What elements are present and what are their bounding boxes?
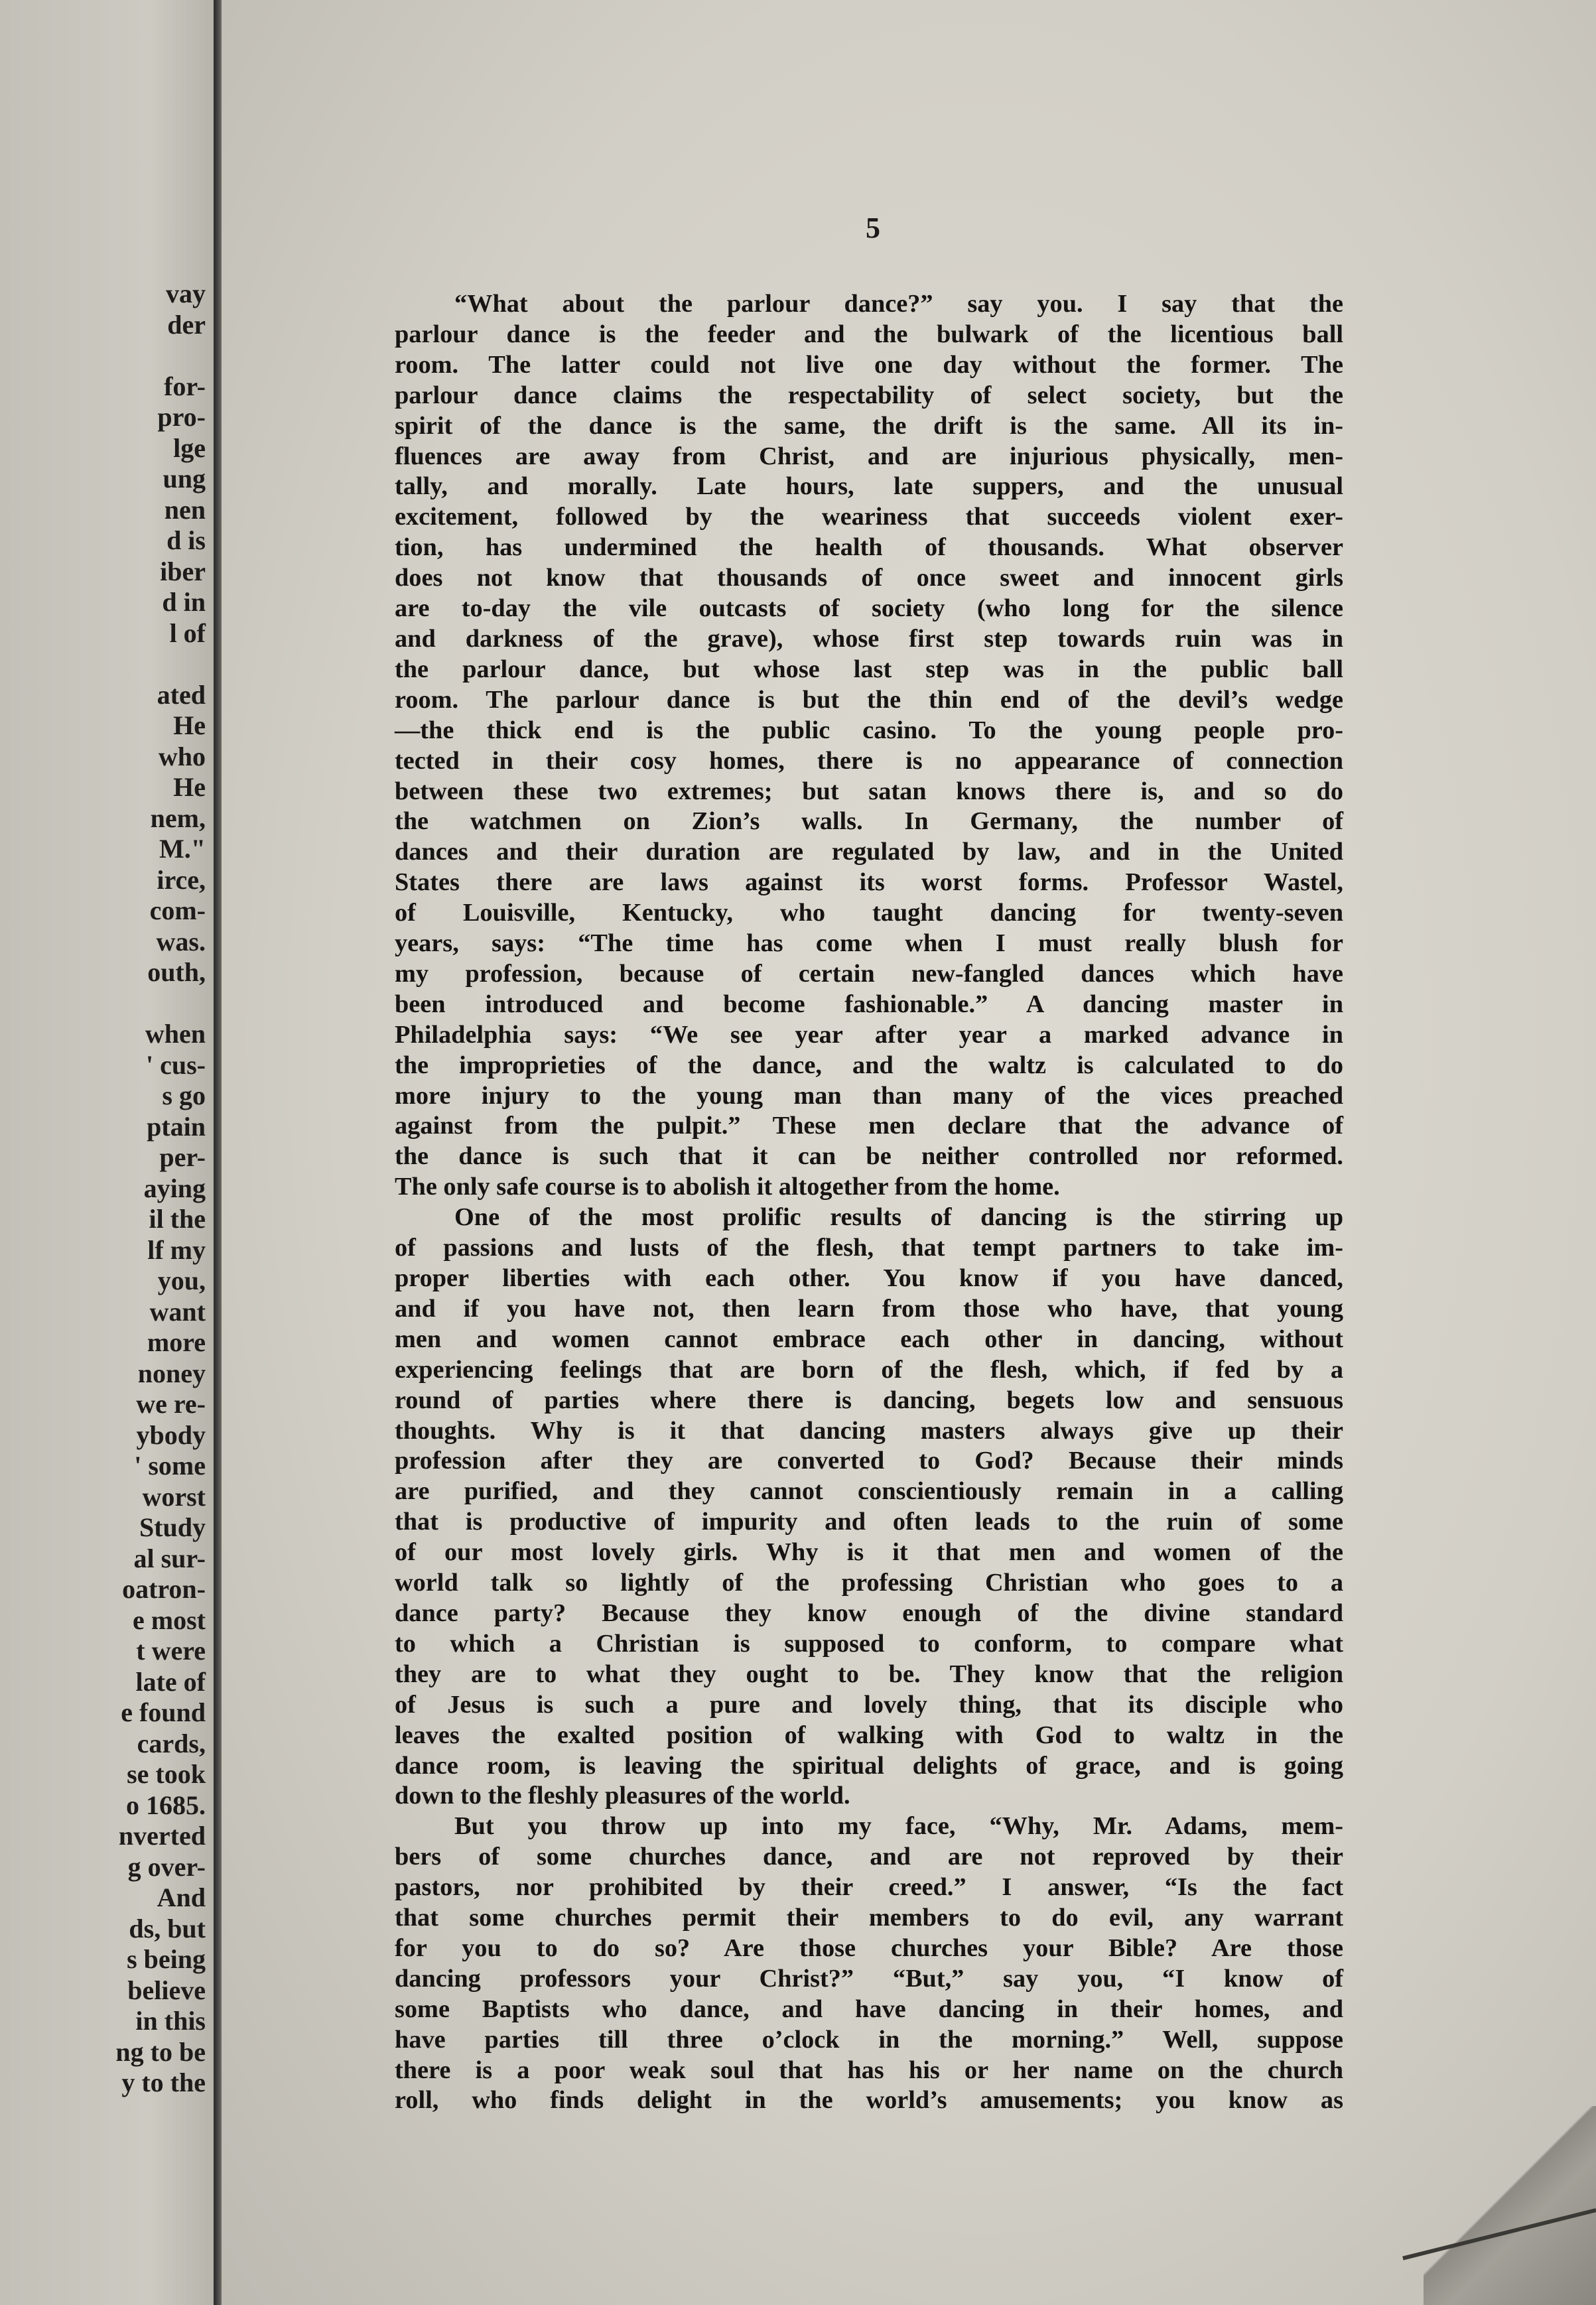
- left-fragment-line: d in: [162, 587, 206, 617]
- text-line: bers of some churches dance, and are not reproved by their: [395, 1843, 1343, 1871]
- text-line: more injury to the young man than many of the vices preached: [395, 1081, 1343, 1110]
- left-fragment-line: se took: [127, 1759, 206, 1789]
- left-fragment-line: believe: [127, 1975, 206, 2005]
- text-line: men and women cannot embrace each other in dancing, without: [395, 1325, 1343, 1353]
- left-fragment-line: ' cus-: [146, 1049, 206, 1080]
- text-line: dancing professors your Christ?” “But,” say you, “I know of: [395, 1964, 1343, 1993]
- text-line: the dance is such that it can be neither controlled nor reformed.: [395, 1142, 1343, 1171]
- text-line: experiencing feelings that are born of the flesh, which, if fed by a: [395, 1355, 1343, 1384]
- left-fragment-line: e most: [133, 1605, 206, 1635]
- text-line: —the thick end is the public casino. To the young people pro-: [395, 716, 1343, 744]
- left-fragment-line: when: [145, 1019, 206, 1049]
- text-line: room. The latter could not live one day without the former. The: [395, 350, 1343, 379]
- left-fragment-line: outh,: [147, 957, 206, 987]
- text-line: excitement, followed by the weariness that succeeds violent exer-: [395, 503, 1343, 531]
- text-line: But you throw up into my face, “Why, Mr. Adams, mem-: [454, 1812, 1343, 1841]
- left-fragment-line: ated: [157, 679, 206, 710]
- left-fragment-line: ung: [163, 464, 206, 494]
- text-line: The only safe course is to abolish it altogether from the home.: [395, 1173, 1060, 1201]
- left-fragment-line: il the: [149, 1204, 206, 1234]
- left-page-fragment: [0, 0, 214, 2305]
- text-line: tally, and morally. Late hours, late suppers, and the unusual: [395, 472, 1343, 501]
- text-line: One of the most prolific results of dancing is the stirring up: [454, 1203, 1343, 1232]
- text-line: “What about the parlour dance?” say you. I say that the: [454, 290, 1343, 318]
- text-line: Philadelphia says: “We see year after year a marked advance in: [395, 1020, 1343, 1049]
- left-fragment-line: g over-: [127, 1851, 206, 1882]
- left-fragment-line: oatron-: [122, 1574, 206, 1604]
- left-fragment-line: late of: [135, 1666, 206, 1697]
- page-number: 5: [866, 212, 880, 244]
- text-line: pastors, nor prohibited by their creed.” I answer, “Is the fact: [395, 1873, 1343, 1902]
- left-fragment-line: who: [158, 741, 206, 771]
- left-fragment-line: s being: [127, 1944, 206, 1974]
- left-fragment-line: irce,: [157, 864, 206, 895]
- text-line: have parties till three o’clock in the morning.” Well, suppose: [395, 2025, 1343, 2054]
- text-line: to which a Christian is supposed to conform, to compare what: [395, 1629, 1343, 1658]
- left-fragment-line: s go: [162, 1081, 206, 1110]
- left-fragment-line: for-: [164, 371, 206, 401]
- left-fragment-line: ds, but: [129, 1913, 206, 1943]
- page-corner-fold: [1424, 2106, 1596, 2305]
- text-line: of Jesus is such a pure and lovely thing, that its disciple who: [395, 1690, 1343, 1719]
- left-fragment-line: y to the: [121, 2068, 206, 2097]
- left-fragment-line: more: [147, 1327, 206, 1357]
- text-line: and darkness of the grave), whose first step towards ruin was in: [395, 624, 1343, 653]
- left-fragment-line: nem,: [150, 803, 206, 833]
- text-line: parlour dance is the feeder and the bulwark of the licentious ball: [395, 320, 1343, 348]
- text-line: does not know that thousands of once sweet and innocent girls: [395, 564, 1343, 592]
- left-page-text-fragment: [115, 279, 206, 2099]
- left-fragment-line: Study: [139, 1512, 206, 1542]
- left-fragment-line: [115, 988, 206, 1020]
- left-fragment-line: He: [173, 710, 206, 740]
- left-fragment-line: nverted: [118, 1821, 206, 1851]
- text-line: between these two extremes; but satan knows there is, and so do: [395, 777, 1343, 805]
- left-fragment-line: cards,: [137, 1728, 206, 1758]
- text-line: the improprieties of the dance, and the waltz is calculated to do: [395, 1051, 1343, 1079]
- text-line: the watchmen on Zion’s walls. In Germany, the number of: [395, 807, 1343, 836]
- left-fragment-line: was.: [156, 926, 206, 956]
- text-line: some Baptists who dance, and have dancing in their homes, and: [395, 1995, 1343, 2023]
- left-fragment-line: ng to be: [115, 2036, 206, 2067]
- text-line: are to-day the vile outcasts of society (who long for the silence: [395, 594, 1343, 623]
- left-fragment-line: lf my: [147, 1234, 206, 1265]
- text-line: room. The parlour dance is but the thin end of the devil’s wedge: [395, 685, 1343, 714]
- left-fragment-line: He: [173, 772, 206, 802]
- left-fragment-line: iber: [160, 556, 206, 586]
- text-line: that is productive of impurity and often leads to the ruin of some: [395, 1508, 1343, 1536]
- text-line: and if you have not, then learn from those who have, that young: [395, 1294, 1343, 1323]
- left-fragment-line: al sur-: [133, 1543, 206, 1573]
- text-line: States there are laws against its worst forms. Professor Wastel,: [395, 868, 1343, 897]
- left-fragment-line: ybody: [136, 1419, 206, 1450]
- text-line: of Louisville, Kentucky, who taught dancing for twenty-seven: [395, 899, 1343, 927]
- left-fragment-line: aying: [143, 1173, 206, 1203]
- left-fragment-line: com-: [149, 895, 206, 925]
- left-fragment-line: And: [157, 1882, 206, 1912]
- left-fragment-line: worst: [142, 1481, 206, 1512]
- left-fragment-line: lge: [173, 432, 206, 463]
- left-fragment-line: l of: [169, 618, 206, 648]
- text-line: dance party? Because they know enough of the divine standard: [395, 1599, 1343, 1627]
- text-line: against from the pulpit.” These men declare that the advance of: [395, 1112, 1343, 1140]
- left-fragment-line: d is: [166, 525, 206, 555]
- body-text: [395, 289, 1343, 2116]
- book-gutter: [214, 0, 222, 2305]
- text-line: my profession, because of certain new-fangled dances which have: [395, 959, 1343, 988]
- left-fragment-line: der: [167, 309, 206, 340]
- text-line: parlour dance claims the respectability of select society, but the: [395, 381, 1343, 409]
- left-fragment-line: you,: [157, 1266, 206, 1295]
- left-fragment-line: want: [149, 1296, 206, 1327]
- left-fragment-line: nen: [164, 494, 206, 525]
- left-fragment-line: t were: [136, 1636, 206, 1666]
- text-line: they are to what they ought to be. They know that the religion: [395, 1660, 1343, 1688]
- left-fragment-line: per-: [159, 1142, 206, 1172]
- text-line: tion, has undermined the health of thousands. What observer: [395, 533, 1343, 562]
- text-line: proper liberties with each other. You know if you have danced,: [395, 1264, 1343, 1292]
- left-fragment-line: [115, 649, 206, 680]
- text-line: been introduced and become fashionable.” A dancing master in: [395, 990, 1343, 1018]
- left-fragment-line: o 1685.: [126, 1790, 206, 1820]
- text-line: fluences are away from Christ, and are injurious physically, men-: [395, 442, 1343, 470]
- text-line: there is a poor weak soul that has his or her name on the church: [395, 2056, 1343, 2084]
- text-line: years, says: “The time has come when I must really blush for: [395, 929, 1343, 958]
- text-line: tected in their cosy homes, there is no appearance of connection: [395, 746, 1343, 775]
- left-fragment-line: M.": [159, 834, 206, 864]
- text-line: for you to do so? Are those churches your Bible? Are those: [395, 1934, 1343, 1962]
- text-line: profession after they are converted to God? Because their minds: [395, 1447, 1343, 1475]
- left-fragment-line: ptain: [147, 1111, 206, 1142]
- text-line: thoughts. Why is it that dancing masters always give up their: [395, 1416, 1343, 1445]
- left-fragment-line: noney: [137, 1358, 206, 1388]
- text-line: down to the fleshly pleasures of the world.: [395, 1782, 850, 1810]
- text-line: the parlour dance, but whose last step was in the public ball: [395, 655, 1343, 683]
- text-line: of our most lovely girls. Why is it that men and women of the: [395, 1538, 1343, 1567]
- text-line: spirit of the dance is the same, the drift is the same. All its in-: [395, 411, 1343, 440]
- left-fragment-line: pro-: [157, 402, 206, 432]
- text-line: are purified, and they cannot conscientiously remain in a calling: [395, 1477, 1343, 1506]
- left-fragment-line: [115, 340, 206, 371]
- text-line: of passions and lusts of the flesh, that tempt partners to take im-: [395, 1234, 1343, 1262]
- left-fragment-line: we re-: [136, 1389, 206, 1419]
- left-fragment-line: ' some: [134, 1451, 206, 1481]
- left-fragment-line: e found: [121, 1697, 206, 1727]
- left-fragment-line: in this: [135, 2006, 206, 2036]
- text-line: world talk so lightly of the professing Christian who goes to a: [395, 1569, 1343, 1597]
- text-line: dances and their duration are regulated by law, and in the United: [395, 838, 1343, 866]
- text-line: that some churches permit their members to do evil, any warrant: [395, 1904, 1343, 1932]
- text-line: dance room, is leaving the spiritual delights of grace, and is going: [395, 1751, 1343, 1780]
- text-line: leaves the exalted position of walking with God to waltz in the: [395, 1721, 1343, 1749]
- left-fragment-line: vay: [166, 279, 206, 308]
- text-line: round of parties where there is dancing, begets low and sensuous: [395, 1386, 1343, 1414]
- text-line: roll, who finds delight in the world’s amusements; you know as: [395, 2086, 1343, 2115]
